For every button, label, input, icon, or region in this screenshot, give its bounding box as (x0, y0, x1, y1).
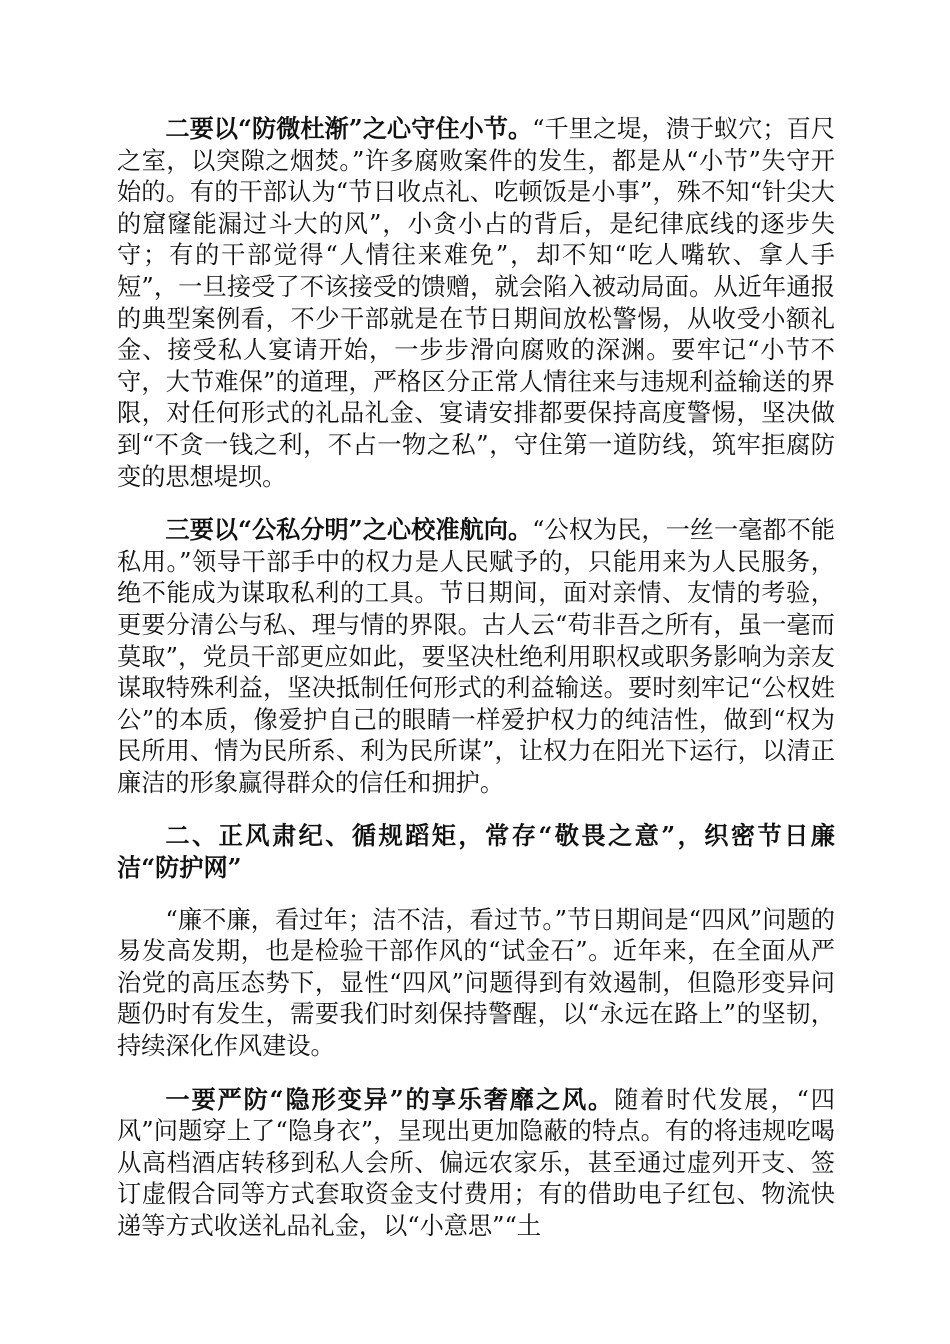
paragraph-lead: 三要以“公私分明”之心校准航向。 (165, 515, 533, 545)
paragraph-public-private (117, 514, 835, 799)
paragraph-text: 随着时代发展，“四风”问题穿上了“隐身衣”，呈现出更加隐蔽的特点。有的将违规吃喝从高档酒店转移到私人会所、偏远农家乐，甚至通过虚列开支、签订虚假合同等方式套取资金支付费用；有的借助电子红包、物流快递等方式收送礼品礼金，以“小意思”“土 (117, 1085, 835, 1240)
paragraph-lead: 一要严防“隐形变异”的享乐奢靡之风。 (165, 1084, 615, 1114)
paragraph-text: “廉不廉，看过年；洁不洁，看过节。”节日期间是“四风”问题的易发高发期，也是检验干部作风的“试金石”。近年来，在全面从严治党的高压态势下，显性“四风”问题得到有效遏制，但隐形变异问题仍时有发生，需要我们时刻保持警醒，以“永远在路上”的坚韧，持续深化作风建设。 (117, 905, 835, 1061)
document-page (117, 113, 835, 1264)
paragraph-lead: 二要以“防微杜渐”之心守住小节。 (165, 114, 533, 143)
paragraph-hidden-variants (117, 1084, 835, 1243)
paragraph-text: “公权为民，一丝一毫都不能私用。”领导干部手中的权力是人民赋予的，只能用来为人民服务，绝不能成为谋取私利的工具。节日期间，面对亲情、友情的考验，更要分清公与私、理与情的界限。古人云“苟非吾之所有，虽一毫而莫取”，党员干部更应如此，要坚决杜绝利用职权或职务影响为亲友谋取特殊利益，坚决抵制任何形式的利益输送。要时刻牢记“公权姓公”的本质，像爱护自己的眼睛一样爱护权力的纯洁性，做到“权为民所用、情为民所系、利为民所谋”，让权力在阳光下运行，以清正廉洁的形象赢得群众的信任和拥护。 (117, 516, 836, 797)
section-heading (117, 820, 835, 883)
paragraph-section-intro (117, 905, 835, 1063)
paragraph-guard-small-matters (117, 113, 835, 493)
section-heading-text: 二、正风肃纪、循规蹈矩，常存“敬畏之意”，织密节日廉洁“防护网” (117, 821, 835, 883)
paragraph-text: “千里之堤，溃于蚁穴；百尺之室，以突隙之烟焚。”许多腐败案件的发生，都是从“小节”失守开始的。有的干部认为“节日收点礼、吃顿饭是小事”，殊不知“针尖大的窟窿能漏过斗大的风”，小贪小占的背后，是纪律底线的逐步失守；有的干部觉得“人情往来难免”，却不知“吃人嘴软、拿人手短”，一旦接受了不该接受的馈赠，就会陷入被动局面。从近年通报的典型案例看，不少干部就是在节日期间放松警惕，从收受小额礼金、接受私人宴请开始，一步步滑向腐败的深渊。要牢记“小节不守，大节难保”的道理，严格区分正常人情往来与违规利益输送的界限，对任何形式的礼品礼金、宴请安排都要保持高度警惕，坚决做到“不贪一钱之利，不占一物之私”，守住第一道防线，筑牢拒腐防变的思想堤坝。 (117, 115, 836, 491)
